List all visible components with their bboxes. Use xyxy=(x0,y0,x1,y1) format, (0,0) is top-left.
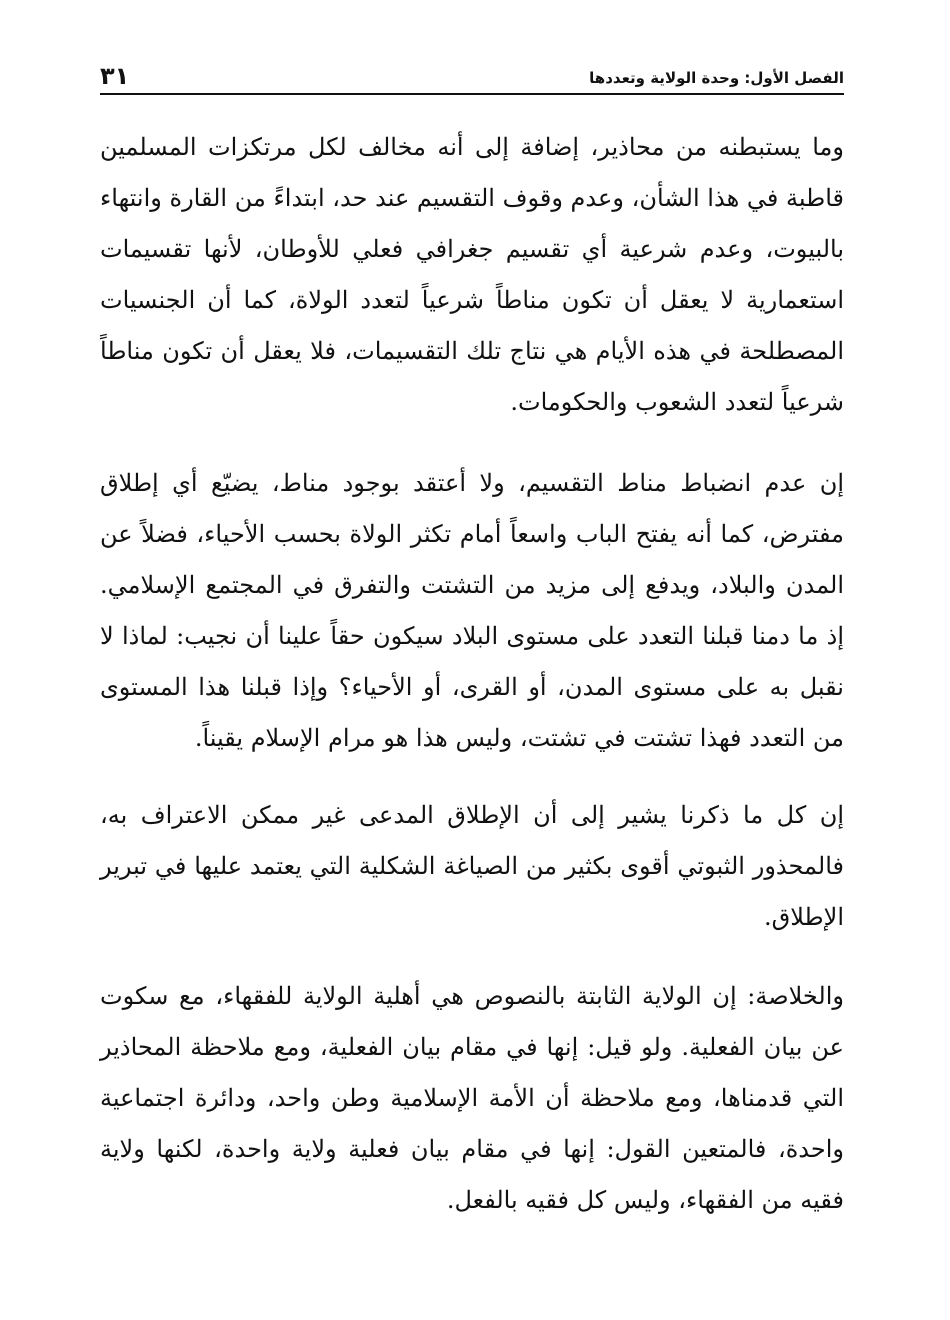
chapter-title: الفصل الأول: وحدة الولاية وتعددها xyxy=(589,69,844,87)
running-header xyxy=(100,58,844,92)
paragraph: وما يستبطنه من محاذير، إضافة إلى أنه مخالف لكل مرتكزات المسلمين قاطبة في هذا الشأن، وعدم وقوف التقسيم عند حد، ابتداءً من القارة وانتهاء بالبيوت، وعدم شرعية أي تقسيم جغرافي فعلي للأوطان، لأنها تقسيمات استعمارية لا يعقل أن تكون مناطاً شرعياً لتعدد الولاة، كما أن الجنسيات المصطلحة في هذه الأيام هي نتاج تلك التقسيمات، فلا يعقل أن تكون مناطاً شرعياً لتعدد الشعوب والحكومات. xyxy=(100,133,844,416)
paragraph: إن عدم انضباط مناط التقسيم، ولا أعتقد بوجود مناط، يضيّع أي إطلاق مفترض، كما أنه يفتح الباب واسعاً أمام تكثر الولاة بحسب الأحياء، فضلاً عن المدن والبلاد، ويدفع إلى مزيد من التشتت والتفرق في المجتمع الإسلامي. إذ ما دمنا قبلنا التعدد على مستوى البلاد سيكون حقاً علينا أن نجيب: لماذا لا نقبل به على مستوى المدن، أو القرى، أو الأحياء؟ وإذا قبلنا هذا المستوى من التعدد فهذا تشتت في تشتت، وليس هذا هو مرام الإسلام يقيناً. xyxy=(100,469,844,752)
page-number: ٣١ xyxy=(100,62,130,90)
paragraph: والخلاصة: إن الولاية الثابتة بالنصوص هي أهلية الولاية للفقهاء، مع سكوت عن بيان الفعلية. ولو قيل: إنها في مقام بيان الفعلية، ومع ملاحظة المحاذير التي قدمناها، ومع ملاحظة أن الأمة الإسلامية وطن واحد، ودائرة اجتماعية واحدة، فالمتعين القول: إنها في مقام بيان فعلية ولاية واحدة، لكنها ولاية فقيه من الفقهاء، وليس كل فقيه بالفعل. xyxy=(100,982,844,1214)
header-divider xyxy=(100,93,844,95)
body-text xyxy=(100,122,844,1256)
paragraph: إن كل ما ذكرنا يشير إلى أن الإطلاق المدعى غير ممكن الاعتراف به، فالمحذور الثبوتي أقوى بكثير من الصياغة الشكلية التي يعتمد عليها في تبرير الإطلاق. xyxy=(100,801,844,931)
